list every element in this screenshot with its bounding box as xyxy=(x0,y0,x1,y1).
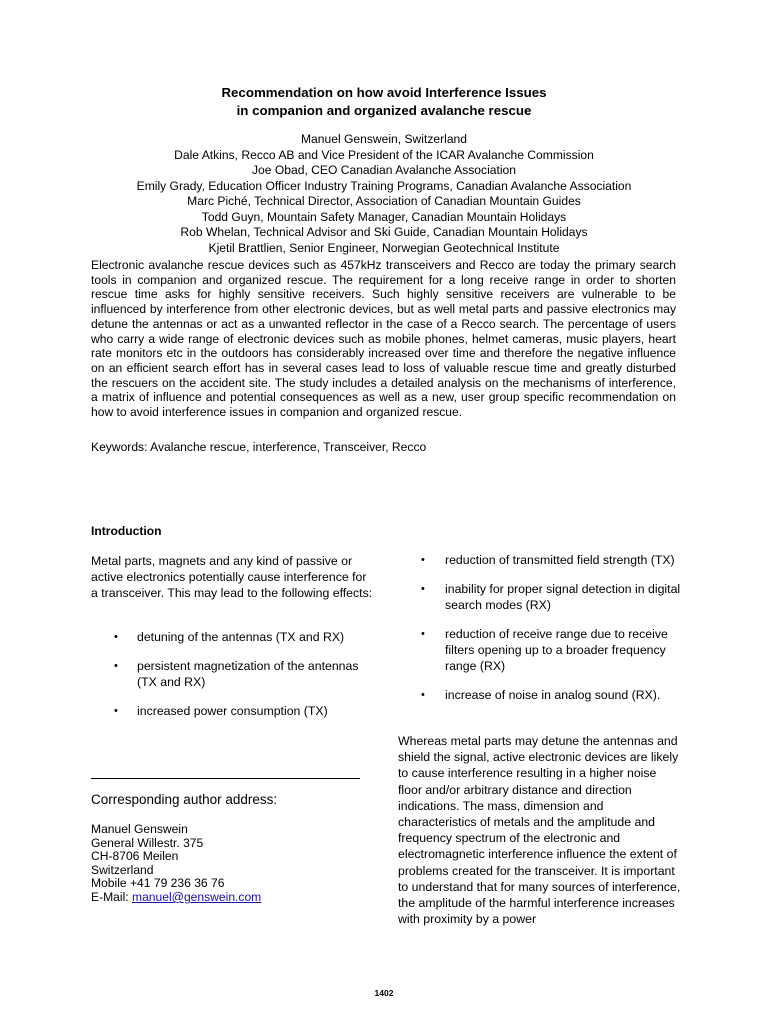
list-item-text: increase of noise in analog sound (RX). xyxy=(445,688,661,702)
abstract-paragraph: Electronic avalanche rescue devices such as 457kHz transceivers and Recco are today the primary search tools in companion and organized rescue. The requirement for a long receive range in order to shorten rescue time asks for highly sensitive receivers. Such highly sensitive receivers are vulnerable to be influenced by interference from other electronic devices, but as well metal parts and passive electronics may detune the antennas or act as a unwanted reflector in the case of a Recco search. The percentage of users who carry a wide range of electronic devices such as mobile phones, helmet cameras, music players, heart rate monitors etc in the outdoors has considerably increased over time and therefore the negative influence on an efficient search effort has in several cases lead to loss of valuable rescue time and greatly disturbed the rescuers on the accident site. The study includes a detailed analysis on the mechanisms of interference, a matrix of influence and potential consequences as well as a new, user group specific recommendation on how to avoid interference issues in companion and organized rescue. xyxy=(91,258,676,420)
address-email-line xyxy=(91,891,371,905)
list-item-text: detuning of the antennas (TX and RX) xyxy=(137,630,345,644)
list-item-text: reduction of transmitted field strength (TX) xyxy=(445,553,675,567)
author-name: Manuel Genswein xyxy=(91,822,188,836)
keywords-line: Keywords: Avalanche rescue, interference, Transceiver, Recco xyxy=(91,440,427,454)
bullet-icon: • xyxy=(114,659,118,672)
bullet-icon: • xyxy=(114,704,118,717)
list-item-text: increased power consumption (TX) xyxy=(137,703,328,718)
corresponding-author-heading: Corresponding author address: xyxy=(91,792,278,807)
title-line-1: Recommendation on how avoid Interference Issues xyxy=(221,85,547,100)
effects-list-left xyxy=(91,629,381,732)
introduction-heading: Introduction xyxy=(91,524,162,538)
list-item xyxy=(398,581,688,613)
email-link[interactable]: manuel@genswein.com xyxy=(132,889,262,904)
bullet-icon: • xyxy=(421,627,425,640)
corresponding-author-address xyxy=(91,823,371,905)
address-country: Switzerland xyxy=(91,862,154,877)
author-line: Todd Guyn, Mountain Safety Manager, Canadian Mountain Holidays xyxy=(201,209,567,224)
interference-paragraph: Whereas metal parts may detune the antennas and shield the signal, active electronic devices are likely to cause interference resulting in a higher noise floor and/or arbitrary distance and direction indications. The mass, dimension and characteristics of metals and the amplitude and frequency spectrum of the electronic and electromagnetic interference influence the extent of problems created for the transceiver. It is important to understand that for many sources of interference, the amplitude of the harmful interference increases with proximity by a power xyxy=(398,734,681,927)
footnote-divider xyxy=(91,778,360,779)
list-item xyxy=(91,703,381,719)
author-line: Manuel Genswein, Switzerland xyxy=(300,132,468,146)
page-number: 1402 xyxy=(374,988,394,998)
introduction-paragraph: Metal parts, magnets and any kind of passive or active electronics potentially cause interference for a transceiver. This may lead to the following effects: xyxy=(91,554,373,601)
list-item xyxy=(91,658,381,690)
author-line: Kjetil Brattlien, Senior Engineer, Norwegian Geotechnical Institute xyxy=(208,240,560,255)
list-item xyxy=(398,626,688,675)
effects-list-right xyxy=(398,552,688,716)
list-item xyxy=(91,629,381,645)
list-item xyxy=(398,552,688,568)
address-mobile: Mobile +41 79 236 36 76 xyxy=(91,876,225,891)
address-city: CH-8706 Meilen xyxy=(91,849,179,864)
author-line: Marc Piché, Technical Director, Association of Canadian Mountain Guides xyxy=(187,194,581,208)
list-item-text: inability for proper signal detection in digital search modes (RX) xyxy=(445,581,681,612)
list-item xyxy=(398,687,688,703)
bullet-icon: • xyxy=(421,554,425,566)
bullet-icon: • xyxy=(421,582,425,595)
bullet-icon: • xyxy=(114,631,118,643)
author-line: Joe Obad, CEO Canadian Avalanche Association xyxy=(252,163,516,177)
list-item-text: persistent magnetization of the antennas (TX and RX) xyxy=(137,658,359,689)
author-list xyxy=(0,132,768,256)
author-line: Dale Atkins, Recco AB and Vice President of the ICAR Avalanche Commission xyxy=(174,147,594,162)
address-street: General Willestr. 375 xyxy=(91,835,204,850)
email-label: E-Mail: xyxy=(91,889,132,904)
author-line: Emily Grady, Education Officer Industry Training Programs, Canadian Avalanche Association xyxy=(136,178,632,193)
author-line: Rob Whelan, Technical Advisor and Ski Guide, Canadian Mountain Holidays xyxy=(180,225,588,239)
list-item-text: reduction of receive range due to receive filters opening up to a broader frequency range (RX) xyxy=(445,626,668,674)
paper-title xyxy=(0,84,768,120)
bullet-icon: • xyxy=(421,689,425,701)
title-line-2: in companion and organized avalanche rescue xyxy=(236,103,532,118)
